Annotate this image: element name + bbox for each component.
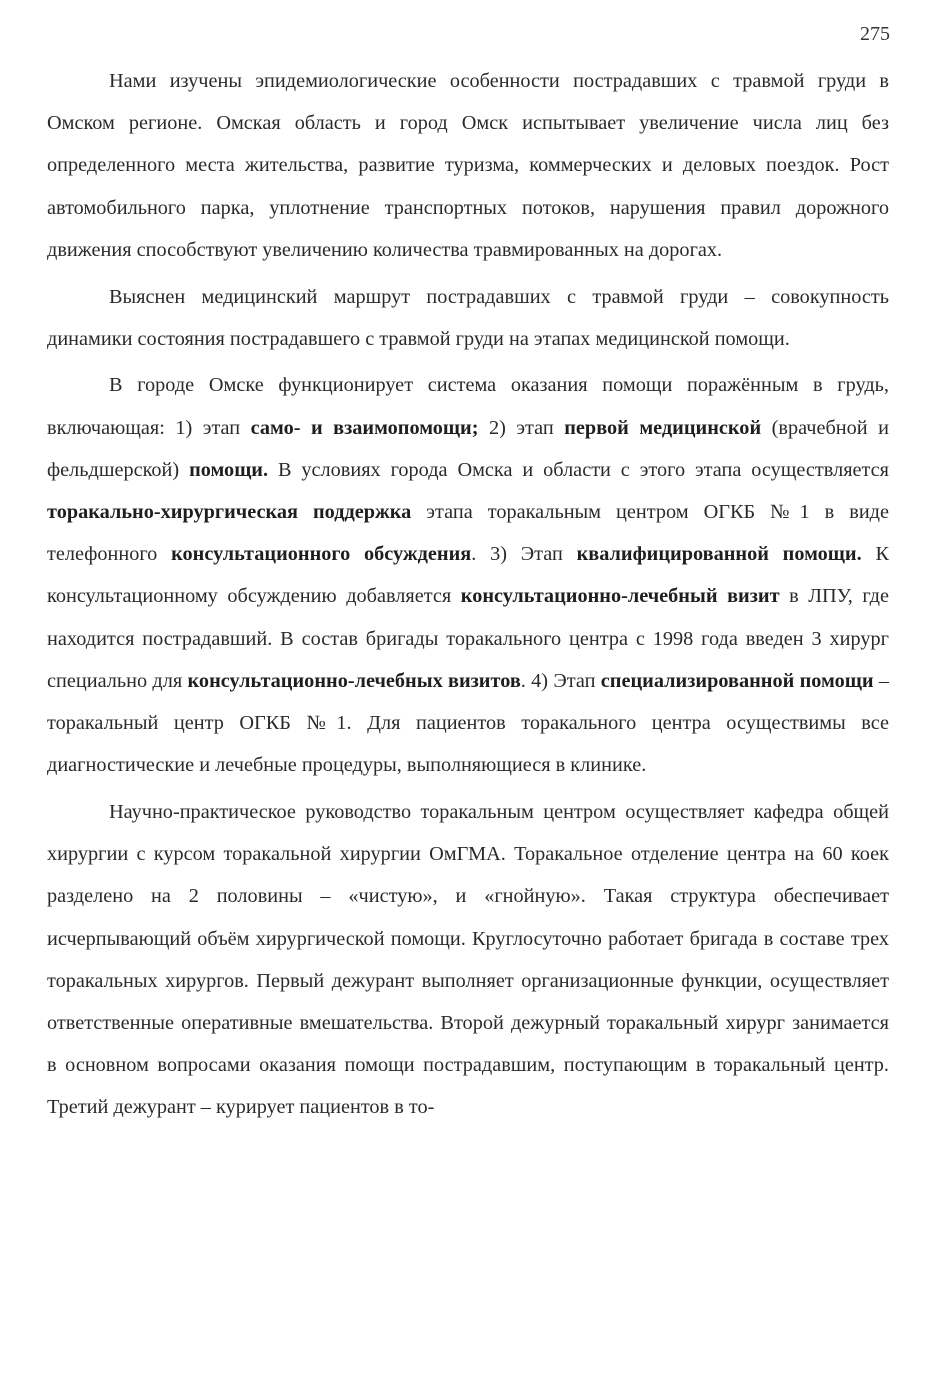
bold-term: консультационно-лечебных визитов xyxy=(187,669,521,692)
paragraph-care-stages xyxy=(47,364,889,786)
text-run: В условиях города Омска и области с этого этапа осуществляется xyxy=(268,458,889,481)
text-run: К консультационному обсуждению добавляется xyxy=(47,543,889,608)
text-run: 2) этап xyxy=(478,416,565,439)
text-run: – торакальный центр ОГКБ №1. Для пациентов торакального центра осуществимы все диагностические и лечебные процедуры, выполняющиеся в клинике. xyxy=(47,669,890,777)
text-run: . 3) Этап xyxy=(471,543,577,566)
bold-term: торакально-хирургическая поддержка xyxy=(47,501,412,524)
paragraph-epidemiology xyxy=(47,60,889,271)
text-run: в ЛПУ, где находится пострадавший. В состав бригады торакального центра с 1998 года введен 3 хирург специально для xyxy=(47,585,889,692)
page-number: 275 xyxy=(860,23,890,45)
bold-term: помощи. xyxy=(189,458,269,481)
text-run: (врачебной и фельдшерской) xyxy=(47,416,890,481)
bold-term: консультационно-лечебный визит xyxy=(460,585,780,608)
text-run: Научно-практическое руководство торакальным центром осуществляет кафедра общей хирургии с курсом торакальной хирургии ОмГМА. Торакальное отделение центра на 60 коек разделено на 2 половины – «чистую», и «гнойную». Такая структура обеспечивает исчерпывающий объём хирургической помощи. Круглосуточно работает бригада в составе трех торакальных хирургов. Первый дежурант выполняет организационные функции, осуществляет ответственные оперативные вмешательства. Второй дежурный торакальный хирург занимается в основном вопросами оказания помощи пострадавшим, поступающим в торакальный центр. Третий дежурант – курирует пациентов в то- xyxy=(47,800,889,1119)
bold-term: первой медицинской xyxy=(564,416,762,439)
bold-term: квалифицированной помощи. xyxy=(576,543,862,566)
bold-term: специализированной помощи xyxy=(600,669,874,692)
text-run: Выяснен медицинский маршрут пострадавших с травмой груди – совокупность динамики состояния пострадавшего с травмой груди на этапах медицинской помощи. xyxy=(47,285,889,350)
text-run: В городе Омске функционирует система оказания помощи поражённым в грудь, включающая: 1) этап xyxy=(47,374,889,439)
text-run: этапа торакальным центром ОГКБ №1 в виде телефонного xyxy=(47,501,889,566)
text-run: . 4) Этап xyxy=(520,669,601,692)
paragraph-medical-route xyxy=(47,276,889,360)
paragraph-thoracic-center xyxy=(47,791,889,1129)
text-run: Нами изучены эпидемиологические особенности пострадавших с травмой груди в Омском регионе. Омская область и город Омск испытывает увеличение числа лиц без определенного места жительства, развитие туризма, коммерческих и деловых поездок. Рост автомобильного парка, уплотнение транспортных потоков, нарушения правил дорожного движения способствуют увеличению количества травмированных на дорогах. xyxy=(47,70,889,261)
body-text xyxy=(47,60,889,1129)
bold-term: само- и взаимопомощи; xyxy=(250,416,479,439)
bold-term: консультационного обсуждения xyxy=(171,543,472,566)
